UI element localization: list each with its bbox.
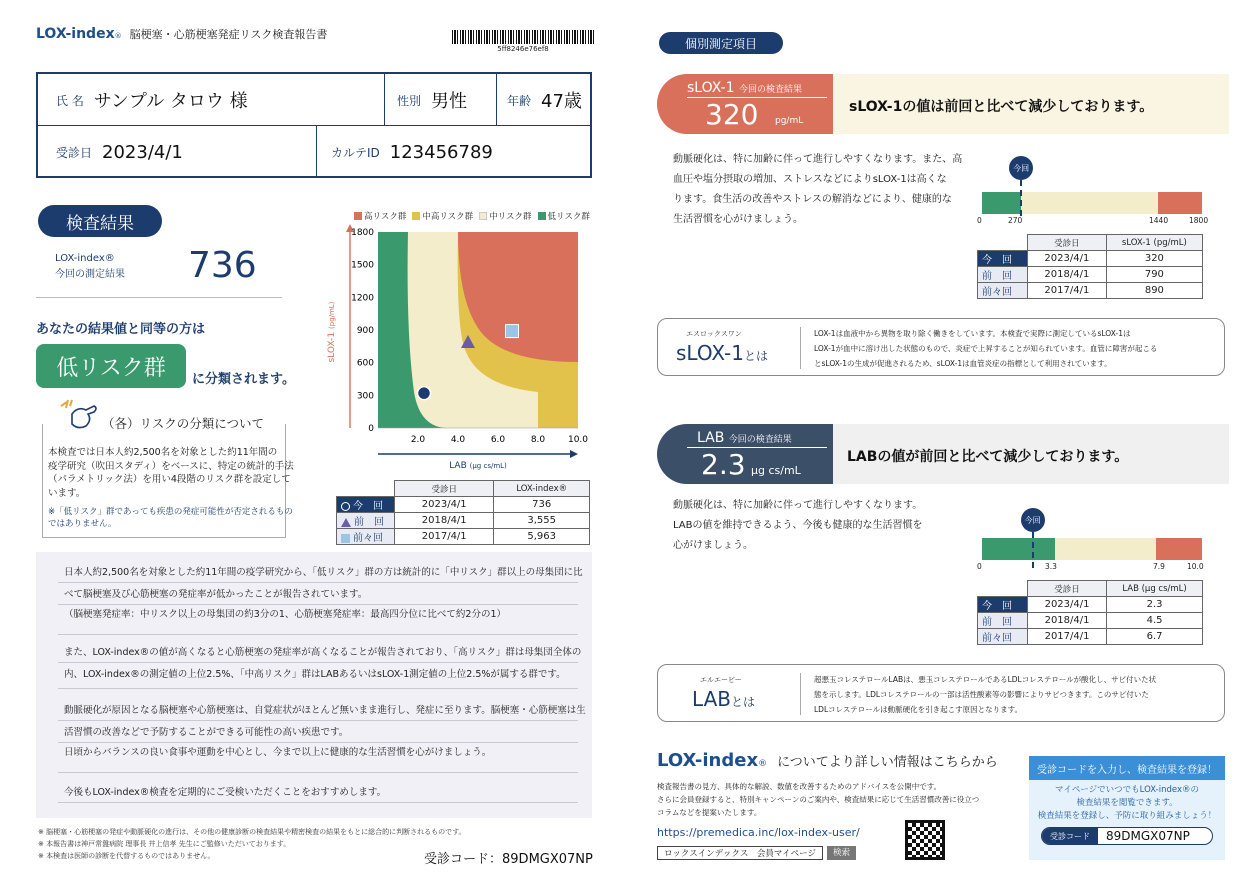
lab-message: LABの値が前回と比べて減少しております。 (847, 449, 1129, 465)
note-rule (58, 662, 578, 663)
table-row (978, 629, 1203, 645)
classified-text: に分類されます。 (192, 372, 295, 387)
scale-label: 0 (977, 562, 982, 571)
sex-value: 男性 (431, 91, 468, 112)
legend-label: 中高リスク群 (422, 212, 474, 222)
section-label: 個別測定項目 (659, 32, 783, 54)
lab-value-block (657, 424, 833, 484)
lab-mid-segment (1055, 538, 1156, 560)
x-tick-labels (411, 435, 588, 445)
row-value: 4.5 (1107, 613, 1203, 629)
lab-current-marker (1021, 508, 1045, 568)
table-header-date: 受診日 (395, 481, 494, 497)
name-cell (56, 74, 386, 126)
scale-label: 7.9 (1153, 562, 1165, 571)
lab-definition-box (657, 664, 1225, 722)
table-row (978, 613, 1203, 629)
legend-swatch (538, 212, 546, 220)
legend-item (354, 210, 406, 222)
exam-code (424, 848, 593, 867)
slox-current-marker (1009, 156, 1033, 216)
desc-line: 心がけましょう。 (673, 540, 753, 551)
note-line: 日本人約2,500名を対象とした約11年間の疫学研究から、「低リスク」群の方は統計的に「中リスク」群以上の母集団に比 (64, 567, 583, 578)
lab-high-segment (1156, 538, 1202, 560)
table-header-row (978, 235, 1203, 251)
promo-line: 検査結果を登録し、予防に取り組みましょう！ (1037, 811, 1217, 821)
report-right-page (627, 0, 1254, 884)
risk-note-title: （各）リスクの分類について (102, 416, 265, 431)
slox-def-title-text: sLOX-1 (676, 341, 744, 365)
lab-name (697, 430, 792, 446)
table-header-date: 受診日 (1028, 581, 1107, 597)
chart-legend (354, 210, 590, 222)
more-info-title: についてより詳しい情報はこちらから (777, 755, 998, 770)
promo-box (1029, 756, 1225, 860)
row-value: 320 (1106, 251, 1202, 267)
risk-note-line: います。 (48, 487, 86, 499)
note-line: 動脈硬化が原因となる脳梗塞や心筋梗塞は、自覚症状がほとんど無いまま進行し、発症に至ります。脳梗塞・心筋梗塞は生 (64, 705, 586, 716)
row-value: 790 (1106, 267, 1202, 283)
slox-name (687, 80, 802, 96)
row-date: 2018/4/1 (1028, 267, 1107, 283)
footnote: ※ 脳梗塞・心筋梗塞の発症や動脈硬化の進行は、その他の健康診断の検査結果や精密検査の結果をもとに総合的に判断されるものです。 (38, 828, 466, 836)
legend-swatch (354, 212, 362, 220)
slox-high-segment (1158, 192, 1202, 214)
row-label: 今 回 (978, 597, 1028, 613)
slox-name-text: sLOX-1 (687, 80, 735, 96)
risk-note-small-line: ※「低リスク」群であっても疾患の発症可能性が否定されるもの (48, 507, 293, 517)
visit-value: 2023/4/1 (102, 141, 183, 163)
lab-sub: 今回の検査結果 (728, 435, 792, 445)
point-before-previous-square (506, 325, 519, 338)
def-line: とsLOX-1の生成が促進されるため、sLOX-1は血管炎症の指標として利用されています。 (814, 359, 1112, 368)
row-date: 2023/4/1 (1028, 597, 1107, 613)
row-label (337, 513, 395, 529)
table-header-value: LAB (μg cs/mL) (1107, 581, 1203, 597)
scale-label: 1800 (1189, 216, 1209, 225)
slox-description (673, 150, 962, 230)
y-tick-label: 300 (356, 391, 374, 402)
slox-definition-box (657, 318, 1225, 376)
row-value: 2.3 (1107, 597, 1203, 613)
slox-value-block (657, 74, 833, 134)
scale-label: 10.0 (1187, 562, 1204, 571)
row-label: 今 回 (978, 251, 1028, 267)
risk-note-line: （パラメトリック法）を用い4段階のリスク群を設定して (48, 474, 291, 485)
slox-scale (977, 216, 1209, 228)
row-date: 2017/4/1 (395, 529, 494, 545)
slox-history-table (977, 234, 1203, 299)
sex-cell (384, 74, 496, 126)
slox-now-line (1020, 180, 1022, 216)
registered-mark: ® (758, 759, 768, 769)
sex-label: 性別 (397, 93, 422, 108)
point-current-circle (418, 387, 431, 400)
lab-history-table (977, 580, 1203, 645)
exam-code-label: 受診コード： (424, 852, 503, 867)
table-row (978, 267, 1203, 283)
lab-def-ruby: エルエービー (700, 676, 742, 684)
note-rule (58, 720, 578, 721)
lab-value: 2.3 (701, 448, 746, 481)
note-line: べて脳梗塞及び心筋梗塞の発症率が低かったことが報告されています。 (64, 589, 368, 600)
qr-code-icon[interactable] (905, 820, 945, 860)
age-cell (496, 74, 592, 126)
promo-body (1029, 784, 1225, 823)
registered-mark: ® (114, 32, 122, 40)
footnotes (38, 826, 466, 862)
triangle-marker-icon (341, 518, 351, 527)
name-value: サンプル タロウ 様 (93, 91, 248, 112)
row-date: 2018/4/1 (1028, 613, 1107, 629)
more-info-header (657, 750, 998, 771)
karte-value: 123456789 (389, 141, 493, 163)
slox-mid-segment (1021, 192, 1158, 214)
risk-note-line: 本検査では日本人約2,500名を対象とした約11年間の (48, 447, 278, 458)
lab-scale (977, 562, 1209, 574)
x-tick-label: 8.0 (530, 435, 546, 445)
y-tick-label: 600 (356, 358, 374, 369)
desc-line: 生活習慣を心がけましょう。 (673, 214, 803, 225)
table-row (978, 597, 1203, 613)
brand-logo: LOX-index (36, 26, 115, 42)
promo-line: マイページでいつでもLOX-index®の (1055, 785, 1199, 795)
more-info-brand: LOX-index (657, 750, 759, 771)
visit-cell (56, 126, 316, 178)
barcode (452, 30, 594, 44)
row-value: 736 (494, 497, 590, 513)
def-divider (800, 673, 801, 715)
desc-line: 動脈硬化は、特に加齢に伴って進行しやすくなります。 (673, 500, 923, 511)
desc-line: ります。食生活の改善やストレスの解消などにより、健康的な (673, 194, 952, 205)
scale-label: 0 (977, 216, 982, 225)
info-line: コラムなどを提案いたします。 (657, 808, 762, 817)
slox-def-toha: とは (743, 349, 768, 363)
age-label: 年齢 (507, 93, 532, 108)
search-box (657, 846, 856, 860)
lox-history-table (336, 480, 590, 545)
x-axis-arrowhead (570, 450, 578, 458)
slox-unit: pg/mL (775, 116, 804, 126)
table-row (337, 513, 590, 529)
table-header-date: 受診日 (1028, 235, 1107, 251)
karte-label: カルテID (331, 145, 380, 160)
risk-group-badge: 低リスク群 (36, 344, 186, 388)
karte-cell (316, 126, 592, 178)
note-rule (58, 802, 578, 803)
table-row (978, 251, 1203, 267)
y-tick-label: 1800 (351, 228, 374, 238)
visit-label: 受診日 (56, 145, 93, 160)
table-row (978, 283, 1203, 299)
legend-swatch (479, 212, 487, 220)
slox-now-label: 今回 (1009, 156, 1033, 180)
x-tick-label: 4.0 (450, 435, 466, 445)
patient-info-box (36, 72, 592, 178)
x-tick-label: 2.0 (410, 435, 426, 445)
lab-def-toha: とは (731, 695, 756, 709)
promo-code-field[interactable] (1041, 827, 1213, 845)
note-line: （脳梗塞発症率：中リスク以上の母集団の約3分の1、心筋梗塞発症率：最高四分位に比べて約2分の1） (64, 609, 506, 620)
info-line: さらに会員登録すると、特別キャンペーンのご案内や、検査結果に応じて生活習慣改善に役立つ (657, 795, 980, 804)
row-date: 2017/4/1 (1028, 629, 1107, 645)
slox-value: 320 (705, 98, 759, 131)
table-corner (978, 235, 1028, 251)
footnote: ※ 本報告書は神戸常盤病院 理事長 井上信孝 先生にご監修いただいております。 (38, 840, 291, 848)
more-info-link[interactable]: https://premedica.inc/lox-index-user/ (657, 826, 860, 839)
footnote: ※ 本検査は医師の診断を代替するものではありません。 (38, 852, 215, 860)
table-corner (337, 481, 395, 497)
x-tick-label: 10.0 (567, 435, 589, 445)
lab-def-title (692, 687, 755, 711)
def-line: 態を示します。LDLコレステロールの一部は活性酸素等の影響によりサビつきます。このサビ付いた (814, 690, 1149, 699)
result-heading: 検査結果 (38, 205, 162, 237)
search-input[interactable]: ロックスインデックス 会員マイページ (657, 846, 823, 860)
table-corner (978, 581, 1028, 597)
name-label: 氏 名 (56, 93, 84, 108)
row-label-text: 前 回 (354, 517, 384, 528)
legend-swatch (412, 212, 420, 220)
row-date: 2023/4/1 (395, 497, 494, 513)
square-marker-icon (341, 534, 350, 543)
row-date: 2023/4/1 (1028, 251, 1107, 267)
result-divider (36, 297, 282, 298)
age-value: 47歳 (541, 91, 582, 112)
table-header-row (337, 481, 590, 497)
legend-label: 低リスク群 (547, 212, 590, 222)
chart-plot-area (378, 232, 578, 428)
scale-label: 1440 (1149, 216, 1169, 225)
y-tick-labels (351, 228, 374, 434)
note-rule (58, 772, 578, 773)
row-label-text: 今 回 (353, 501, 383, 512)
patient-row-1 (38, 74, 590, 126)
y-tick-label: 0 (368, 424, 374, 434)
row-value: 890 (1106, 283, 1202, 299)
more-info-body (657, 780, 979, 819)
desc-line: 動脈硬化は、特に加齢に伴って進行しやすくなります。また、高 (673, 154, 963, 165)
legend-label: 高リスク群 (364, 212, 407, 222)
def-divider (800, 327, 801, 369)
barcode-text: 5ff8246e76ef8 (497, 45, 549, 53)
doc-title: 脳梗塞・心筋梗塞発症リスク検査報告書 (129, 28, 328, 41)
desc-line: LABの値を維持できるよう、今後も健康的な生活習慣を (673, 520, 923, 531)
legend-item (479, 210, 531, 222)
row-label: 前々回 (978, 629, 1028, 645)
circle-marker-icon (341, 502, 350, 511)
slox-def-ruby: エスロックスワン (686, 330, 742, 338)
row-value: 5,963 (494, 529, 590, 545)
row-label: 前 回 (978, 267, 1028, 283)
table-row (337, 497, 590, 513)
risk-note-small-line: ではありません。 (48, 519, 117, 529)
note-rule (58, 688, 578, 689)
slox-message: sLOX-1の値は前回と比べて減少しております。 (849, 99, 1154, 115)
note-rule (58, 604, 578, 605)
y-tick-label: 1200 (351, 293, 374, 304)
row-label: 前々回 (978, 283, 1028, 299)
risk-note-body (48, 446, 294, 500)
risk-note-small (48, 506, 293, 530)
slox-def-body (814, 326, 1157, 371)
note-rule (58, 582, 578, 583)
report-header (36, 26, 327, 42)
x-axis-label: LAB (μg cs/mL) (449, 461, 507, 471)
scale-label: 270 (1008, 216, 1023, 225)
note-line: 活習慣の改善などで予防することができる可能性の高い疾患です。 (64, 727, 349, 738)
row-value: 6.7 (1107, 629, 1203, 645)
row-label-text: 前々回 (353, 533, 383, 544)
risk-scatter-chart (320, 222, 590, 472)
y-axis-label: sLOX-1 (pg/mL) (327, 301, 337, 363)
lab-name-text: LAB (697, 430, 725, 446)
info-line: 検査報告書の見方、具体的な解説、数値を改善するためのアドバイスを公開中です。 (657, 782, 942, 791)
note-line: また、LOX-index®の値が高くなると心筋梗塞の発症率が高くなることが報告されており、「高リスク」群は母集団全体の (64, 647, 582, 658)
lab-description (673, 496, 923, 556)
same-as-text: あなたの結果値と同等の方は (36, 322, 206, 337)
lab-unit: μg cs/mL (751, 464, 801, 477)
row-date: 2018/4/1 (395, 513, 494, 529)
table-header-value: sLOX-1 (pg/mL) (1106, 235, 1202, 251)
row-label: 前 回 (978, 613, 1028, 629)
x-tick-label: 6.0 (490, 435, 506, 445)
table-header-value: LOX-index® (494, 481, 590, 497)
table-header-row (978, 581, 1203, 597)
row-date: 2017/4/1 (1028, 283, 1107, 299)
risk-note-line: 疫学研究（吹田スタディ）をベースに、特定の統計的手法 (48, 460, 294, 472)
lox-label-2: 今回の測定結果 (55, 269, 125, 280)
slox-def-title (676, 341, 768, 365)
promo-title: 受診コードを入力し、検査結果を登録！ (1029, 756, 1225, 780)
note-line: 今後もLOX-index®検査を定期的にご受検いただくことをおすすめします。 (64, 787, 387, 798)
promo-line: 検査結果を閲覧できます。 (1076, 798, 1178, 808)
def-line: LDLコレステロールは動脈硬化を引き起こす原因となります。 (814, 705, 1023, 714)
lab-def-title-text: LAB (692, 687, 732, 711)
legend-label: 中リスク群 (489, 212, 532, 222)
slox-sub: 今回の検査結果 (739, 85, 803, 95)
note-line: 内、LOX-index®の測定値の上位2.5%、「中高リスク」群はLABあるいはsLOX-1測定値の上位2.5%が属する群です。 (64, 669, 566, 680)
patient-row-2 (38, 126, 590, 178)
lab-range-bar (982, 538, 1202, 560)
scale-label: 3.3 (1045, 562, 1057, 571)
def-line: LOX-1が血中に溶け出した状態のもので、炎症で上昇することが知られています。血管に障害が起こる (814, 344, 1158, 353)
search-button[interactable]: 検索 (827, 846, 856, 860)
desc-line: 血圧や塩分摂取の増加、ストレスなどによりsLOX-1は高くな (673, 174, 947, 185)
lox-label-1: LOX-index® (55, 253, 115, 264)
table-row (337, 529, 590, 545)
promo-code-value: 89DMGX07NP (1106, 829, 1190, 843)
promo-code-label: 受診コード (1042, 828, 1098, 844)
y-tick-label: 900 (356, 326, 374, 336)
row-label (337, 497, 395, 513)
def-line: LOX-1は血液中から異物を取り除く働きをしています。本検査で実際に測定しているsLOX-1は (814, 329, 1131, 338)
note-line: 日頃からバランスの良い食事や運動を中心とし、今まで以上に健康的な生活習慣を心がけましょう。 (64, 747, 492, 758)
legend-item (538, 210, 590, 222)
note-rule (58, 634, 578, 635)
y-tick-label: 1500 (351, 260, 374, 271)
explanation-box (36, 552, 592, 818)
lox-value: 736 (188, 245, 257, 286)
legend-item (412, 210, 473, 222)
row-label (337, 529, 395, 545)
lab-def-body (814, 672, 1156, 717)
note-rule (58, 742, 578, 743)
row-value: 3,555 (494, 513, 590, 529)
def-line: 超悪玉コレステロールLABは、悪玉コレステロールであるLDLコレステロールが酸化し、サビ付いた状 (814, 675, 1157, 684)
lab-now-label: 今回 (1021, 508, 1045, 532)
exam-code-value: 89DMGX07NP (502, 852, 593, 867)
